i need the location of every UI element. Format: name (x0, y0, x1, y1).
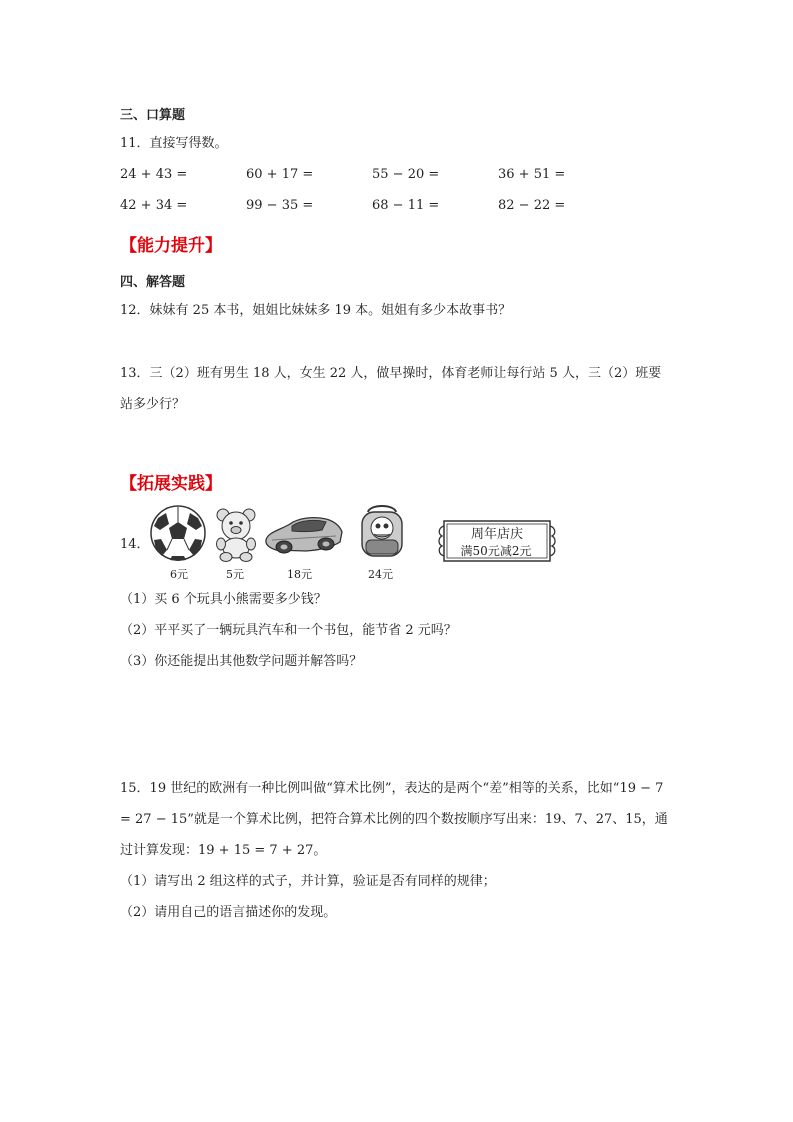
question-11-stem: 11．直接写得数。 (120, 136, 228, 151)
question-13-line1: 13．三（2）班有男生 18 人，女生 22 人，做早操时，体育老师让每行站 5 人，三（2）班要 (120, 366, 662, 381)
price-label: 24元 (368, 568, 393, 581)
question-15-line1: 15．19 世纪的欧洲有一种比例叫做“算术比例”，表达的是两个“差”相等的关系，比如“19 − 7 (120, 781, 664, 796)
price-label: 18元 (287, 568, 312, 581)
q11-item: 60 + 17 = (246, 167, 314, 182)
question-14-sub1: （1）买 6 个玩具小熊需要多少钱？ (120, 592, 327, 607)
q11-item: 36 + 51 = (498, 167, 566, 182)
question-12: 12．妹妹有 25 本书，姐姐比妹妹多 19 本。姐姐有多少本故事书？ (120, 303, 512, 318)
q11-item: 68 − 11 = (372, 198, 440, 213)
question-13-line2: 站多少行？ (120, 397, 186, 412)
question-14-number: 14． (120, 537, 150, 552)
toy-car-icon (262, 510, 344, 556)
question-14-sub3: （3）你还能提出其他数学问题并解答吗？ (120, 654, 363, 669)
question-15-sub1: （1）请写出 2 组这样的式子，并计算，验证是否有同样的规律； (120, 874, 496, 889)
q11-item: 55 − 20 = (372, 167, 440, 182)
section-label-ability: 【能力提升】 (120, 236, 222, 256)
question-15-sub2: （2）请用自己的语言描述你的发现。 (120, 905, 337, 920)
q11-item: 42 + 34 = (120, 198, 188, 213)
price-label: 5元 (226, 568, 244, 581)
q11-item: 24 + 43 = (120, 167, 188, 182)
section-heading-oral-calc: 三、口算题 (120, 108, 186, 123)
sign-line2: 满50元减2元 (460, 544, 532, 558)
price-label: 6元 (170, 568, 188, 581)
q11-item: 82 − 22 = (498, 198, 566, 213)
question-15-line2: = 27 − 15”就是一个算术比例，把符合算术比例的四个数按顺序写出来：19、7、27、15，通 (120, 812, 668, 827)
teddy-bear-icon (213, 506, 259, 562)
question-14-sub2: （2）平平买了一辆玩具汽车和一个书包，能节省 2 元吗？ (120, 623, 457, 638)
sign-line1: 周年店庆 (470, 527, 523, 542)
school-bag-icon (356, 502, 408, 560)
q11-item: 99 − 35 = (246, 198, 314, 213)
question-15-line3: 过计算发现：19 + 15 = 7 + 27。 (120, 843, 327, 858)
section-heading-answer: 四、解答题 (120, 275, 186, 290)
soccer-ball-icon (150, 504, 206, 562)
section-label-extension: 【拓展实践】 (120, 474, 222, 494)
